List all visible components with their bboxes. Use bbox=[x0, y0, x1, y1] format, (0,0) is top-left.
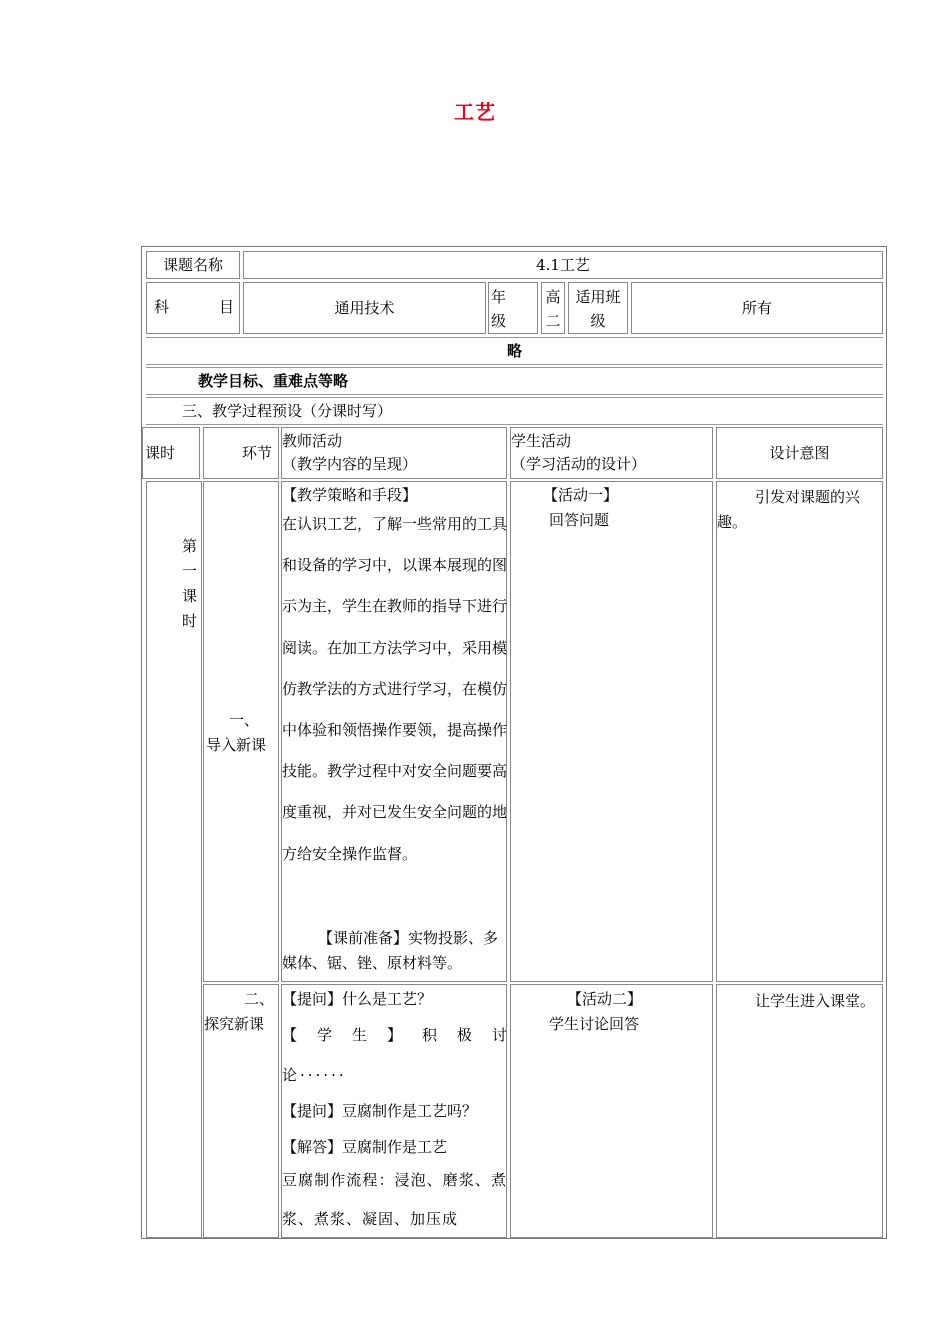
teacher-1-head: 【教学策略和手段】 bbox=[282, 486, 418, 504]
topic-value: 4.1工艺 bbox=[243, 251, 883, 279]
period-label: 第一课时 bbox=[182, 537, 198, 630]
teacher-2-flow: 豆腐制作流程：浸泡、磨浆、煮浆、煮浆、凝固、加压成 bbox=[282, 1171, 507, 1228]
stage-2-name: 探究新课 bbox=[204, 1015, 265, 1033]
teacher-1-prep: 【课前准备】实物投影、多媒体、锯、锉、原材料等。 bbox=[282, 929, 499, 972]
col-teacher bbox=[281, 427, 507, 479]
stage-1-cell bbox=[203, 481, 279, 982]
student-1-cell bbox=[510, 481, 713, 982]
teacher-2-student-end: 论······ bbox=[282, 1066, 347, 1084]
subject-label-cell bbox=[146, 282, 240, 334]
student-2-activity: 【活动二】 bbox=[567, 990, 643, 1008]
active-char-2: 极 bbox=[456, 1026, 472, 1044]
subject-label-char-1: 科 bbox=[154, 298, 170, 316]
period-cell bbox=[146, 481, 202, 1238]
intent-2-text: 让学生进入课堂。 bbox=[755, 992, 876, 1010]
stage-2-cell bbox=[203, 984, 279, 1238]
goals-section: 教学目标、重难点等略 bbox=[146, 367, 883, 395]
teacher-2-answer: 【解答】豆腐制作是工艺 bbox=[282, 1138, 448, 1156]
grade-value-text: 高二 bbox=[545, 288, 561, 330]
student-2-desc: 学生讨论回答 bbox=[549, 1015, 640, 1033]
grade-value bbox=[541, 282, 565, 334]
discuss-char-1: 讨 bbox=[491, 1026, 507, 1044]
stage-2-num: 二、 bbox=[244, 990, 275, 1008]
intent-2-cell bbox=[716, 984, 883, 1238]
teacher-2-student-line bbox=[282, 1025, 507, 1045]
student-bracket-close: 】 bbox=[386, 1026, 402, 1044]
student-2-cell bbox=[510, 984, 713, 1238]
student-1-desc: 回答问题 bbox=[549, 511, 610, 529]
col-intent: 设计意图 bbox=[716, 427, 883, 479]
col-student-line1: 学生活动 bbox=[511, 432, 572, 450]
process-section: 三、教学过程预设（分课时写） bbox=[146, 397, 883, 425]
col-period: 课时 bbox=[142, 427, 200, 479]
active-char-1: 积 bbox=[421, 1026, 437, 1044]
document-title: 工艺 bbox=[454, 100, 496, 124]
teacher-2-q1: 【提问】什么是工艺？ bbox=[282, 990, 433, 1008]
student-char-2: 生 bbox=[351, 1026, 367, 1044]
class-label-text: 适用班级 bbox=[575, 288, 621, 330]
omitted-section: 略 bbox=[146, 337, 883, 365]
intent-1-text: 引发对课题的兴趣。 bbox=[717, 488, 861, 531]
col-student bbox=[510, 427, 713, 479]
student-bracket-open: 【 bbox=[282, 1026, 298, 1044]
col-student-line2: （学习活动的设计） bbox=[511, 455, 647, 473]
teacher-1-cell bbox=[281, 481, 507, 982]
class-label bbox=[568, 282, 628, 334]
subject-label-char-2: 目 bbox=[218, 298, 234, 316]
col-stage: 环节 bbox=[203, 427, 279, 479]
class-value: 所有 bbox=[631, 282, 883, 334]
col-teacher-line1: 教师活动 bbox=[282, 432, 343, 450]
topic-label: 课题名称 bbox=[146, 251, 240, 279]
teacher-1-body: 在认识工艺，了解一些常用的工具和设备的学习中，以课本展现的图示为主，学生在教师的指导下进行阅读。在加工方法学习中，采用模仿教学法的方式进行学习，在模仿中体验和领悟操作要领，提高操作技能。教学过程中对安全问题要高度重视，并对已发生安全问题的地方给安全操作监督。 bbox=[282, 515, 508, 863]
stage-1-name: 导入新课 bbox=[206, 736, 267, 754]
subject-value: 通用技术 bbox=[243, 282, 486, 334]
grade-label bbox=[488, 282, 538, 334]
student-1-activity: 【活动一】 bbox=[543, 486, 619, 504]
col-teacher-line2: （教学内容的呈现） bbox=[282, 455, 418, 473]
stage-1-num: 一、 bbox=[229, 711, 260, 729]
student-char-1: 学 bbox=[316, 1026, 332, 1044]
teacher-2-cell bbox=[281, 984, 507, 1238]
lesson-plan-table bbox=[141, 246, 887, 1239]
teacher-2-q2: 【提问】豆腐制作是工艺吗？ bbox=[282, 1102, 478, 1120]
grade-label-text: 年级 bbox=[491, 288, 507, 330]
intent-1-cell bbox=[716, 481, 883, 982]
